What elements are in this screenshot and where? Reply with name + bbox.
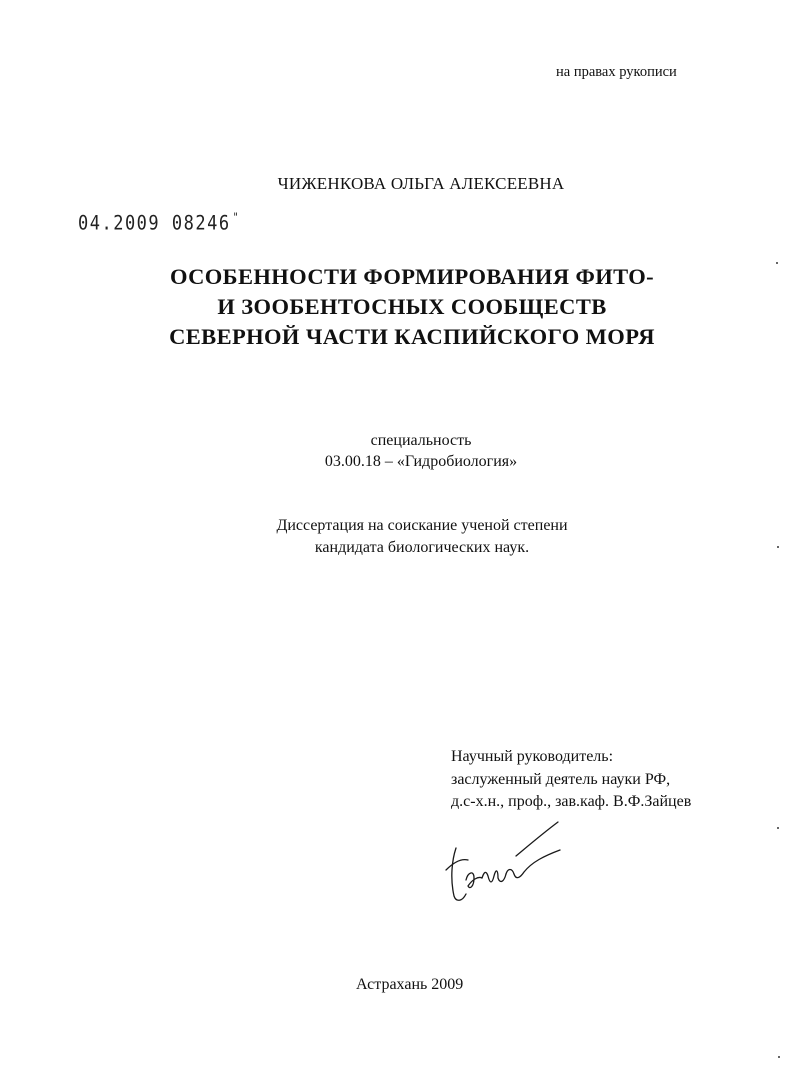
specialty-code: 03.00.18 – «Гидробиология» [324,453,518,470]
specialty-block [0,430,794,472]
rights-note: на правах рукописи [556,64,677,80]
city-year: Астрахань 2009 [356,976,464,993]
advisor-heading: Научный руководитель: [451,748,614,765]
handwritten-signature [432,810,572,910]
scan-speck [777,827,779,829]
advisor-title: заслуженный деятель науки РФ, [451,770,671,788]
advisor-block [451,746,691,814]
dissertation-block [0,515,794,559]
author-name: ЧИЖЕНКОВА ОЛЬГА АЛЕКСЕЕВНА [277,174,565,193]
scan-speck [776,262,778,264]
advisor-credentials: д.с-х.н., проф., зав.каф. В.Ф.Зайцев [451,793,692,810]
catalog-number: 04.2009 08246 [78,212,231,235]
stamp-mark-icon: " [232,212,241,226]
scan-speck [778,1056,780,1058]
dissertation-line-1: Диссертация на соискание ученой степени [276,517,568,534]
title-line-1: ОСОБЕННОСТИ ФОРМИРОВАНИЯ ФИТО- [169,264,655,289]
dissertation-line-2: кандидата биологических наук. [314,539,530,556]
title-line-2: И ЗООБЕНТОСНЫХ СООБЩЕСТВ [217,294,607,319]
title-line-3: СЕВЕРНОЙ ЧАСТИ КАСПИЙСКОГО МОРЯ [169,324,655,349]
specialty-label: специальность [370,432,472,449]
thesis-title [0,262,794,352]
catalog-stamp [78,212,240,235]
scan-speck [777,546,779,548]
